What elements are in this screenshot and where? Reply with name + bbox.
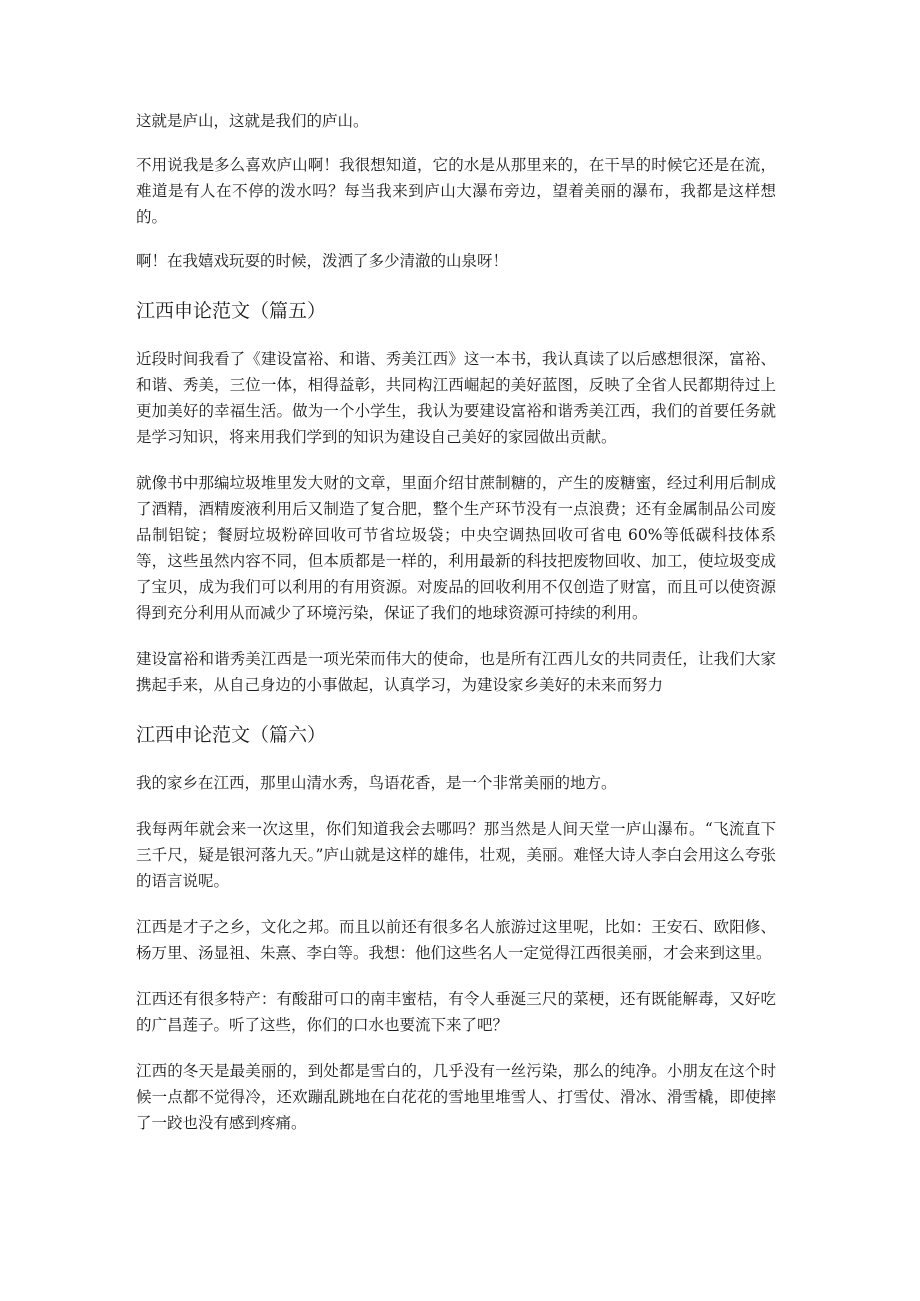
paragraph: 江西还有很多特产：有酸甜可口的南丰蜜桔，有令人垂涎三尺的菜梗，还有既能解毒，又好吃的广昌莲子。听了这些，你们的口水也要流下来了吧？ [136,990,776,1034]
paragraph: 江西的冬天是最美丽的，到处都是雪白的，几乎没有一丝污染，那么的纯净。小朋友在这个时候一点都不觉得冷，还欢蹦乱跳地在白花花的雪地里堆雪人、打雪仗、滑冰、滑雪橇，即使摔了一跤也没有感到疼痛。 [136,1062,776,1132]
paragraph: 啊！在我嬉戏玩耍的时候，泼洒了多少清澈的山泉呀！ [136,252,509,270]
paragraph: 就像书中那编垃圾堆里发大财的文章，里面介绍甘蔗制糖的，产生的废糖蜜，经过利用后制成了酒精，酒精废液利用后又制造了复合肥，整个生产环节没有一点浪费；还有金属制品公司废品制铝锭；餐厨垃圾粉碎回收可节省垃圾袋；中央空调热回收可省电 60%等低碳科技体系等，这些虽然内容不同，但本质都是一样的，利用最新的科技把废物回收、加工，使垃圾变成了宝贝，成为我们可以利用的有用资源。对废品的回收利用不仅创造了财富，而且可以使资源得到充分利用从而减少了环境污染，保证了我们的地球资源可持续的利用。 [136,474,776,622]
document-page [136,104,776,1136]
section-heading: 江西申论范文（篇五） [136,300,327,322]
paragraph: 我的家乡在江西，那里山清水秀，鸟语花香，是一个非常美丽的地方。 [136,774,617,792]
paragraph: 近段时间我看了《建设富裕、和谐、秀美江西》这一本书，我认真读了以后感想很深，富裕、和谐、秀美，三位一体，相得益彰，共同构江西崛起的美好蓝图，反映了全省人民都期待过上更加美好的幸福生活。做为一个小学生，我认为要建设富裕和谐秀美江西，我们的首要任务就是学习知识，将来用我们学到的知识为建设自己美好的家园做出贡献。 [136,350,776,446]
paragraph: 这就是庐山，这就是我们的庐山。 [136,112,369,130]
section-heading: 江西申论范文（篇六） [136,724,327,746]
paragraph: 建设富裕和谐秀美江西是一项光荣而伟大的使命，也是所有江西儿女的共同责任，让我们大家携起手来，从自己身边的小事做起，认真学习，为建设家乡美好的未来而努力 [136,650,776,694]
paragraph: 我每两年就会来一次这里，你们知道我会去哪吗？那当然是人间天堂一庐山瀑布。“飞流直下三千尺，疑是银河落九天。”庐山就是这样的雄伟，壮观，美丽。难怪大诗人李白会用这么夸张的语言说呢。 [136,820,776,890]
paragraph: 不用说我是多么喜欢庐山啊！我很想知道，它的水是从那里来的，在干旱的时候它还是在流，难道是有人在不停的泼水吗？每当我来到庐山大瀑布旁边，望着美丽的瀑布，我都是这样想的。 [136,156,776,226]
paragraph: 江西是才子之乡，文化之邦。而且以前还有很多名人旅游过这里呢，比如：王安石、欧阳修、杨万里、汤显祖、朱熹、李白等。我想：他们这些名人一定觉得江西很美丽，才会来到这里。 [136,918,776,962]
